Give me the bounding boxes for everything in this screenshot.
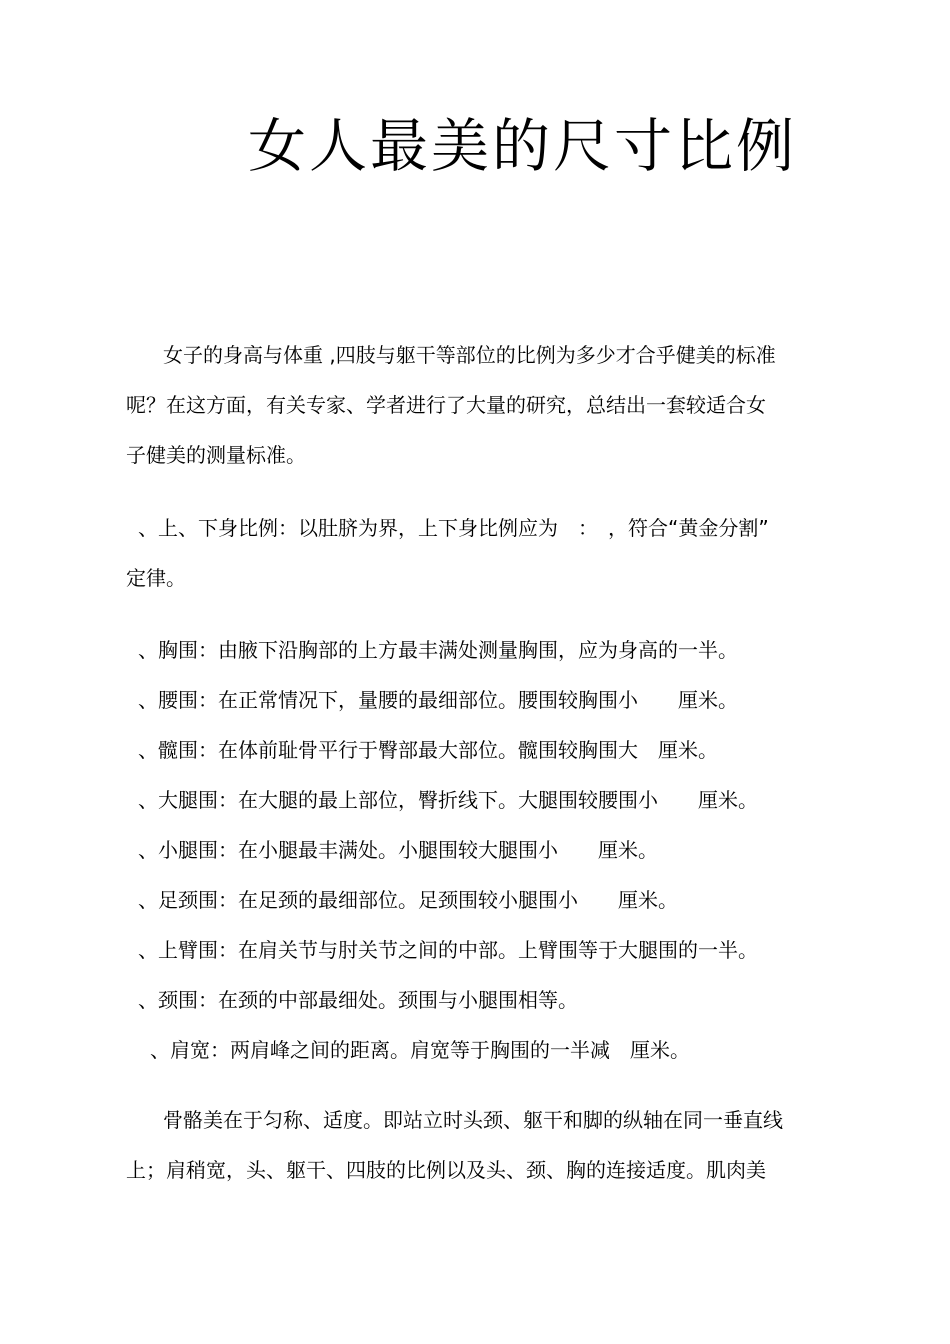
list-item-chest: 、胸围：由腋下沿胸部的上方最丰满处测量胸围，应为身高的一半。 [138, 638, 738, 662]
rule1-line-1: 、上、下身比例：以肚脐为界，上下身比例应为 ： ，符合“黄金分割” [138, 516, 769, 540]
list-item-waist: 、腰围：在正常情况下，量腰的最细部位。腰围较胸围小 厘米。 [138, 688, 738, 712]
list-item-upper-arm: 、上臂围：在肩关节与肘关节之间的中部。上臂围等于大腿围的一半。 [138, 938, 758, 962]
list-item-calf: 、小腿围：在小腿最丰满处。小腿围较大腿围小 厘米。 [138, 838, 658, 862]
list-item-thigh: 、大腿围：在大腿的最上部位，臀折线下。大腿围较腰围小 厘米。 [138, 788, 758, 812]
list-item-shoulder: 、肩宽：两肩峰之间的距离。肩宽等于胸围的一半减 厘米。 [150, 1038, 690, 1062]
closing-line-2: 上；肩稍宽，头、躯干、四肢的比例以及头、颈、胸的连接适度。肌肉美 [126, 1158, 766, 1182]
page-title: 女人最美的尺寸比例 [248, 112, 798, 180]
closing-line-1: 骨骼美在于匀称、适度。即站立时头颈、躯干和脚的纵轴在同一垂直线 [163, 1108, 783, 1132]
intro-line-2: 呢？在这方面，有关专家、学者进行了大量的研究，总结出一套较适合女 [126, 393, 766, 417]
list-item-ankle: 、足颈围：在足颈的最细部位。足颈围较小腿围小 厘米。 [138, 888, 678, 912]
intro-line-3: 子健美的测量标准。 [126, 443, 306, 467]
list-item-hip: 、髋围：在体前耻骨平行于臀部最大部位。髋围较胸围大 厘米。 [138, 738, 718, 762]
list-item-neck: 、颈围：在颈的中部最细处。颈围与小腿围相等。 [138, 988, 578, 1012]
intro-line-1: 女子的身高与体重 ,四肢与躯干等部位的比例为多少才合乎健美的标准 [163, 343, 776, 367]
rule1-line-2: 定律。 [126, 566, 186, 590]
